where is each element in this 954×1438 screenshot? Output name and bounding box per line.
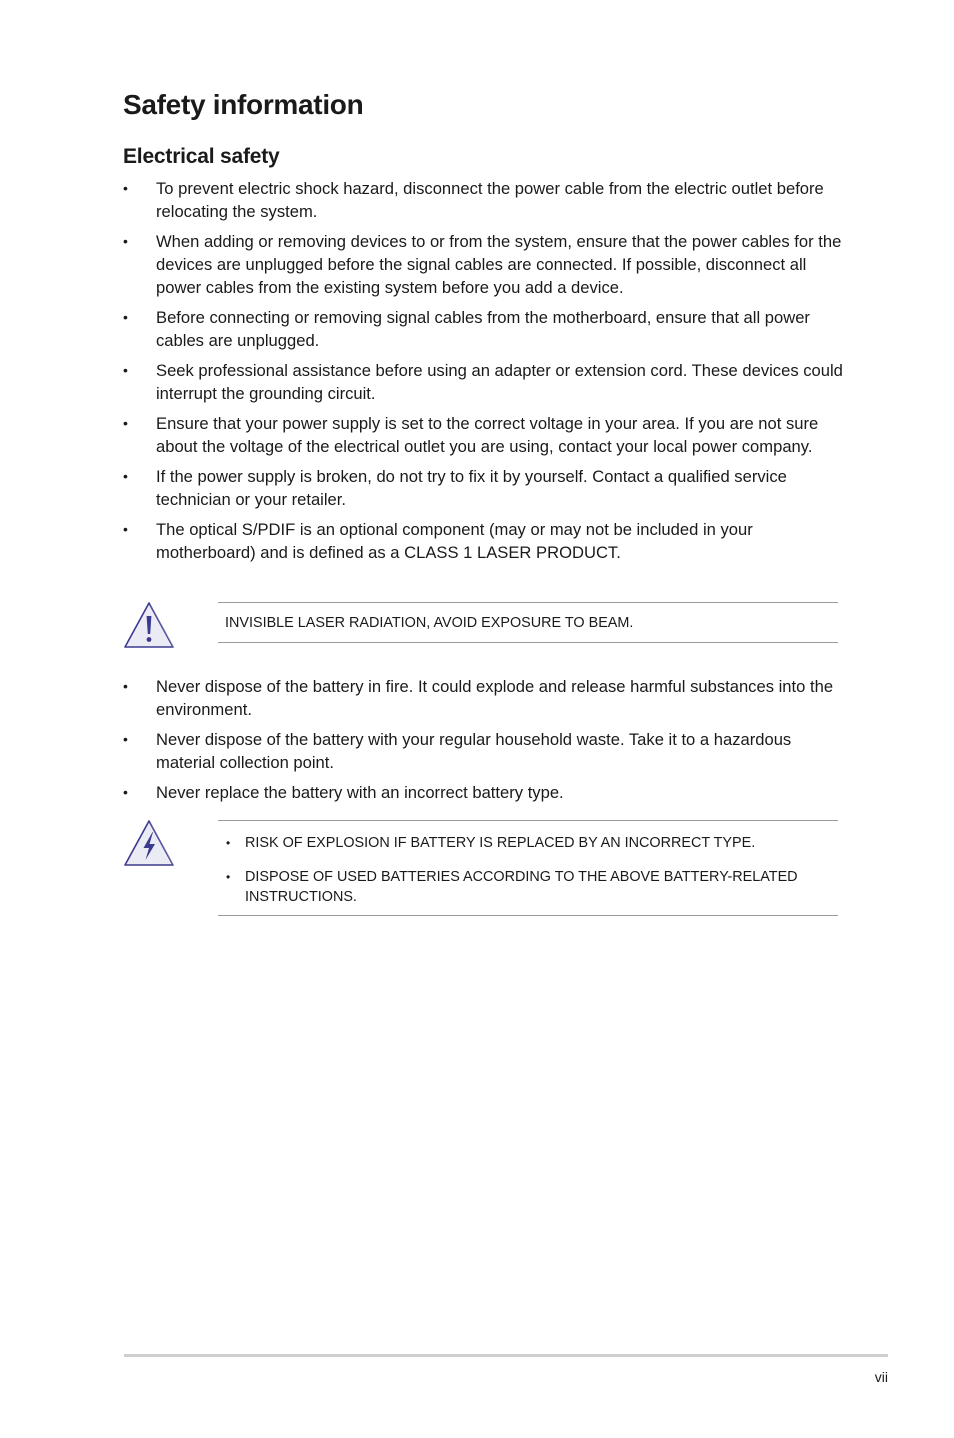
battery-warning-note [218, 820, 838, 916]
bullet-icon: • [123, 678, 128, 694]
list-item [123, 518, 843, 564]
bullet-icon: • [123, 180, 128, 196]
section-title-electrical-safety: Electrical safety [123, 145, 280, 168]
list-item-text: To prevent electric shock hazard, disconnect the power cable from the electric outlet before relocating the system. [156, 179, 824, 221]
page-title: Safety information [123, 89, 364, 120]
list-item-text: Never replace the battery with an incorrect battery type. [156, 783, 564, 802]
bullet-icon: • [123, 468, 128, 484]
footer-rule [124, 1354, 888, 1357]
list-item [123, 728, 843, 774]
list-item [123, 177, 843, 223]
list-item [123, 306, 843, 352]
list-item [123, 230, 843, 299]
laser-warning-text: INVISIBLE LASER RADIATION, AVOID EXPOSURE TO BEAM. [225, 615, 634, 631]
bullet-icon: • [123, 784, 128, 800]
bullet-icon: • [226, 870, 231, 884]
bullet-icon: • [123, 362, 128, 378]
electrical-safety-list [123, 177, 843, 571]
list-item-text: RISK OF EXPLOSION IF BATTERY IS REPLACED BY AN INCORRECT TYPE. [245, 835, 756, 851]
battery-warning-list [226, 833, 826, 921]
list-item [123, 359, 843, 405]
bullet-icon: • [123, 309, 128, 325]
list-item-text: Never dispose of the battery in fire. It could explode and release harmful substances into the environment. [156, 677, 834, 719]
list-item-text: Before connecting or removing signal cables from the motherboard, ensure that all power cables are unplugged. [156, 308, 810, 350]
list-item [226, 867, 826, 907]
bullet-icon: • [123, 233, 128, 249]
list-item-text: Seek professional assistance before using an adapter or extension cord. These devices could interrupt the grounding circuit. [156, 361, 843, 403]
list-item-text: Never dispose of the battery with your regular household waste. Take it to a hazardous material collection point. [156, 730, 792, 772]
caution-triangle-icon [122, 600, 176, 650]
list-item-text: When adding or removing devices to or from the system, ensure that the power cables for the devices are unplugged before the signal cables are connected. If possible, disconnect all power cables from the existing system before you add a device. [156, 232, 842, 297]
list-item-text: Ensure that your power supply is set to the correct voltage in your area. If you are not sure about the voltage of the electrical outlet you are using, contact your local power company. [156, 414, 819, 456]
list-item [226, 833, 826, 853]
list-item [123, 412, 843, 458]
list-item-text: The optical S/PDIF is an optional component (may or may not be included in your motherboard) and is defined as a CLASS 1 LASER PRODUCT. [156, 520, 753, 562]
list-item [123, 781, 843, 804]
laser-warning-note [218, 602, 838, 643]
list-item-text: If the power supply is broken, do not try to fix it by yourself. Contact a qualified service technician or your retailer. [156, 467, 787, 509]
page-number: vii [874, 1369, 888, 1385]
list-item-text: DISPOSE OF USED BATTERIES ACCORDING TO THE ABOVE BATTERY-RELATED INSTRUCTIONS. [245, 869, 798, 905]
bullet-icon: • [123, 521, 128, 537]
electric-hazard-icon [122, 818, 176, 868]
bullet-icon: • [226, 836, 231, 850]
battery-safety-list [123, 675, 843, 811]
list-item [123, 675, 843, 721]
bullet-icon: • [123, 415, 128, 431]
bullet-icon: • [123, 731, 128, 747]
list-item [123, 465, 843, 511]
